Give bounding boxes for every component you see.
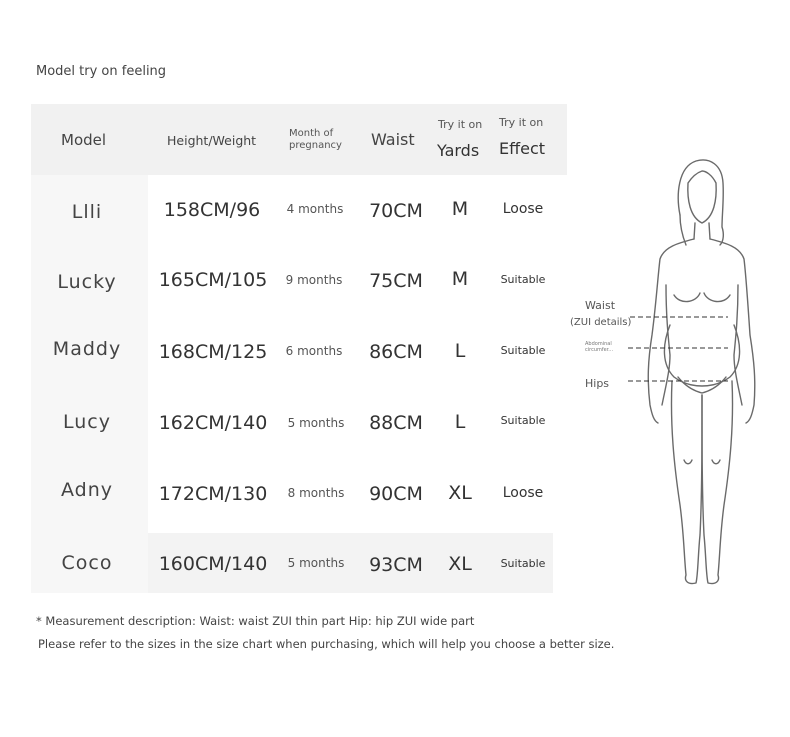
measurement-note: * Measurement description: Waist: waist ZUI thin part Hip: hip ZUI wide part [36, 614, 475, 628]
row-height-weight: 162CM/140 [158, 412, 268, 434]
row-month: 4 months [286, 202, 344, 216]
row-height-weight: 172CM/130 [158, 483, 268, 505]
row-effect: Suitable [500, 273, 546, 286]
row-waist: 88CM [369, 412, 423, 434]
header-month-line2: pregnancy [289, 140, 342, 151]
waist-label: Waist [585, 299, 616, 312]
row-month: 8 months [287, 486, 345, 500]
row-waist: 93CM [369, 554, 423, 576]
row-model-name: Coco [61, 552, 113, 574]
row-size: L [454, 340, 466, 362]
row-height-weight: 165CM/105 [158, 269, 268, 291]
row-month: 5 months [287, 556, 345, 570]
row-waist: 75CM [369, 270, 423, 292]
row-height-weight: 160CM/140 [158, 553, 268, 575]
row-model-name: Llli [71, 201, 103, 223]
row-model-name: Lucky [57, 271, 117, 293]
header-effect: Effect [499, 139, 546, 158]
header-month-line1: Month of [289, 128, 334, 139]
abdominal-label-line1: Abdominal [585, 341, 612, 347]
abdominal-label-line2: circumfer... [585, 347, 614, 353]
header-waist: Waist [371, 130, 415, 149]
row-effect: Loose [502, 201, 544, 217]
size-chart-note: Please refer to the sizes in the size chart when purchasing, which will help you choose a better size. [38, 637, 615, 651]
row-model-name: Adny [60, 479, 114, 501]
row-waist: 86CM [369, 341, 423, 363]
page-title: Model try on feeling [36, 64, 167, 79]
row-effect: Suitable [500, 344, 546, 357]
header-effect-top: Try it on [499, 116, 544, 129]
row-effect: Suitable [500, 414, 546, 427]
row-model-name: Lucy [63, 411, 111, 433]
row-waist: 70CM [369, 200, 423, 222]
row-effect: Loose [502, 485, 544, 501]
measurement-lines [628, 312, 733, 388]
row-size: M [451, 268, 469, 290]
row-height-weight: 168CM/125 [158, 341, 268, 363]
row-model-name: Maddy [52, 338, 122, 360]
header-model: Model [61, 131, 107, 149]
model-column-background [31, 175, 148, 593]
waist-sub-label: (ZUI details) [570, 317, 632, 328]
row-size: M [451, 198, 469, 220]
header-yards-top: Try it on [438, 118, 483, 131]
header-height-weight: Height/Weight [167, 133, 257, 148]
row-size: L [454, 411, 466, 433]
row-size: XL [448, 482, 472, 504]
row-month: 5 months [287, 416, 345, 430]
row-effect: Suitable [500, 557, 546, 570]
header-yards: Yards [437, 141, 480, 160]
row-waist: 90CM [369, 483, 423, 505]
row-size: XL [448, 553, 472, 575]
row-month: 9 months [285, 273, 343, 287]
hips-label: Hips [585, 377, 610, 390]
row-height-weight: 158CM/96 [163, 199, 261, 221]
row-month: 6 months [285, 344, 343, 358]
